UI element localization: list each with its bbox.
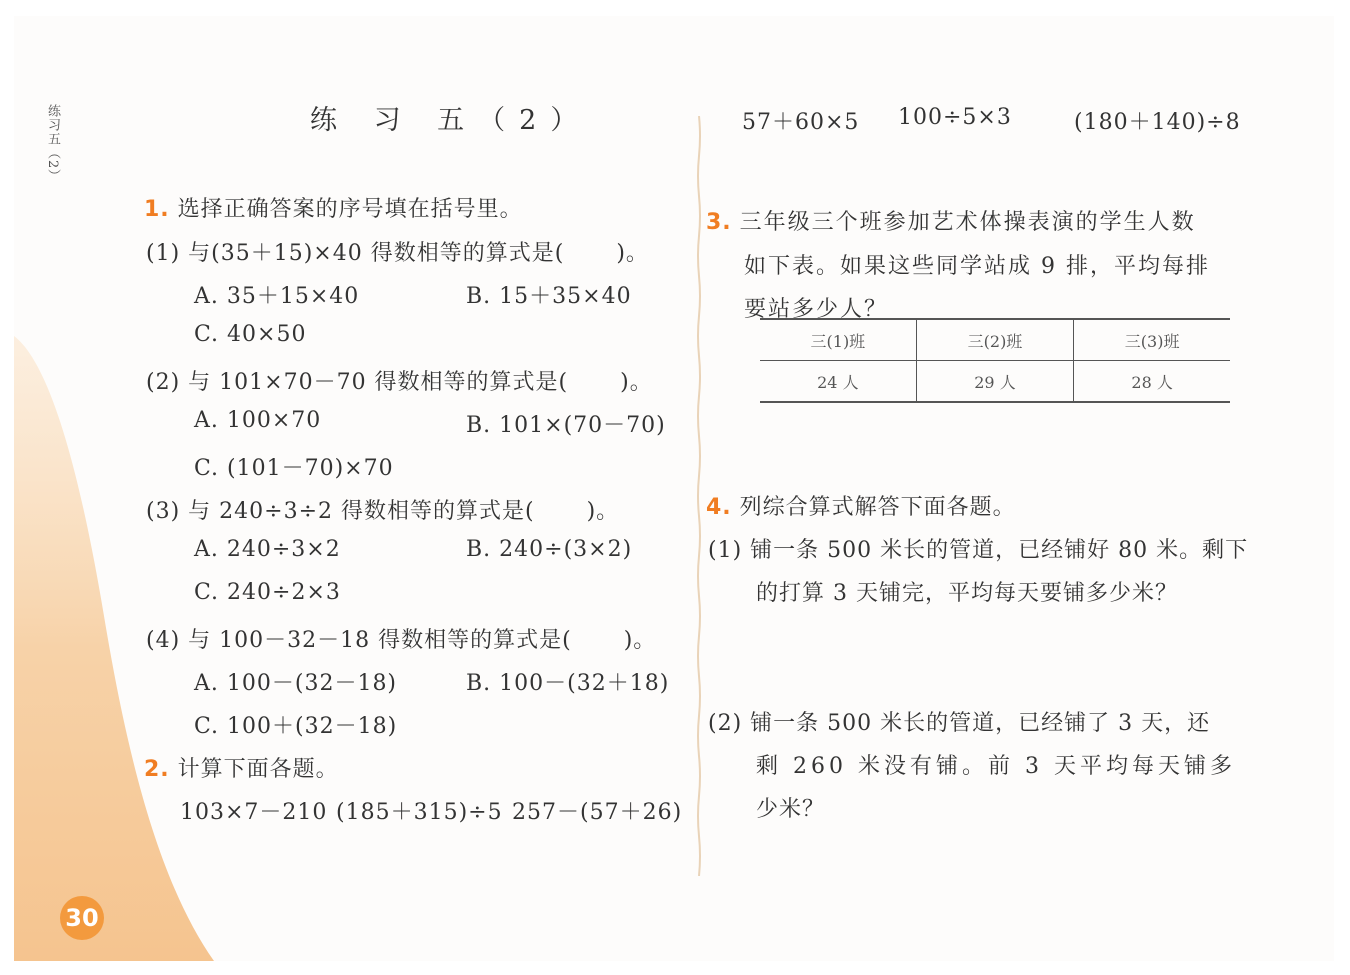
table-header-cell: 三(2)班 — [916, 319, 1074, 361]
q1-item2-option-b: B. 101×(70－70) — [466, 413, 666, 438]
class-count-table — [760, 318, 1230, 403]
q1-item4-stem-end: )。 — [623, 628, 657, 653]
q2-expression: 257－(57＋26) — [512, 800, 683, 825]
q1-item3-option-c: C. 240÷2×3 — [194, 580, 341, 605]
q1-item2-stem-end: )。 — [620, 370, 653, 395]
q1-item2-option-a: A. 100×70 — [194, 408, 322, 433]
q4-part2-line2: 剩 260 米没有铺。前 3 天平均每天铺多 — [756, 754, 1236, 779]
q2-expression: 57＋60×5 — [742, 110, 860, 135]
table-row — [760, 361, 1230, 403]
q1-item3-option-a: A. 240÷3×2 — [194, 537, 341, 562]
q1-item4-option-c: C. 100＋(32－18) — [194, 714, 398, 739]
q1-item2-option-c: C. (101－70)×70 — [194, 456, 394, 481]
table-header-cell: 三(1)班 — [810, 331, 866, 351]
q1-item1-stem-end: )。 — [616, 241, 649, 266]
page-title: 练 习 五（2） — [310, 105, 592, 136]
q3-line1 — [706, 205, 1196, 236]
q1-item3-stem — [146, 494, 619, 525]
q4-number: 4. — [706, 495, 732, 520]
table-header-row — [760, 319, 1230, 361]
q1-item4-stem — [146, 623, 656, 654]
q4-part2-line3: 少米？ — [756, 797, 826, 822]
q1-text: 选择正确答案的序号填在括号里。 — [177, 197, 523, 222]
q4-part1-line1: (1) 铺一条 500 米长的管道，已经铺好 80 米。剩下 — [708, 538, 1249, 563]
table-cell: 24 人 — [817, 372, 859, 392]
q2-expression: (180＋140)÷8 — [1074, 110, 1241, 135]
q1-item2-stem — [146, 365, 653, 396]
q1-item2-stem-text: (2) 与 101×70－70 得数相等的算式是( — [146, 370, 569, 395]
q2-heading — [144, 752, 339, 783]
q2-text: 计算下面各题。 — [177, 757, 339, 782]
table-cell: 28 人 — [1074, 361, 1230, 403]
q1-heading — [144, 192, 523, 223]
page-number: 30 — [60, 896, 104, 940]
table-header-cell: 三(3)班 — [1074, 319, 1230, 361]
q1-item1-option-c: C. 40×50 — [194, 322, 307, 347]
q3-text-line1: 三年级三个班参加艺术体操表演的学生人数 — [739, 210, 1196, 235]
q4-part2-line1: (2) 铺一条 500 米长的管道，已经铺了 3 天，还 — [708, 711, 1211, 736]
q2-expression: 100÷5×3 — [898, 105, 1012, 130]
q3-number: 3. — [706, 210, 732, 235]
q2-number: 2. — [144, 757, 170, 782]
q4-heading — [706, 490, 1016, 521]
q1-item3-option-b: B. 240÷(3×2) — [466, 537, 633, 562]
q2-expression: (185＋315)÷5 — [336, 800, 503, 825]
q1-number: 1. — [144, 197, 170, 222]
q1-item4-option-b: B. 100－(32＋18) — [466, 671, 670, 696]
q1-item3-stem-end: )。 — [586, 499, 620, 524]
q1-item3-stem-text: (3) 与 240÷3÷2 得数相等的算式是( — [146, 499, 535, 524]
q3-line2: 如下表。如果这些同学站成 9 排，平均每排 — [744, 254, 1210, 279]
q4-part1-line2: 的打算 3 天铺完，平均每天要铺多少米？ — [756, 581, 1178, 606]
column-divider — [696, 116, 702, 876]
q4-text: 列综合算式解答下面各题。 — [739, 495, 1016, 520]
q1-item1-option-b: B. 15＋35×40 — [466, 284, 632, 309]
table-cell: 29 人 — [916, 361, 1074, 403]
side-tab-label: 练习五（2） — [45, 104, 60, 184]
q1-item1-stem — [146, 236, 649, 267]
q1-item4-stem-text: (4) 与 100－32－18 得数相等的算式是( — [146, 628, 572, 653]
q2-expression: 103×7－210 — [180, 800, 328, 825]
q3-line3: 要站多少人？ — [744, 297, 889, 322]
q1-item1-stem-text: (1) 与(35＋15)×40 得数相等的算式是( — [146, 241, 565, 266]
q1-item1-option-a: A. 35＋15×40 — [194, 284, 360, 309]
q1-item4-option-a: A. 100－(32－18) — [194, 671, 398, 696]
